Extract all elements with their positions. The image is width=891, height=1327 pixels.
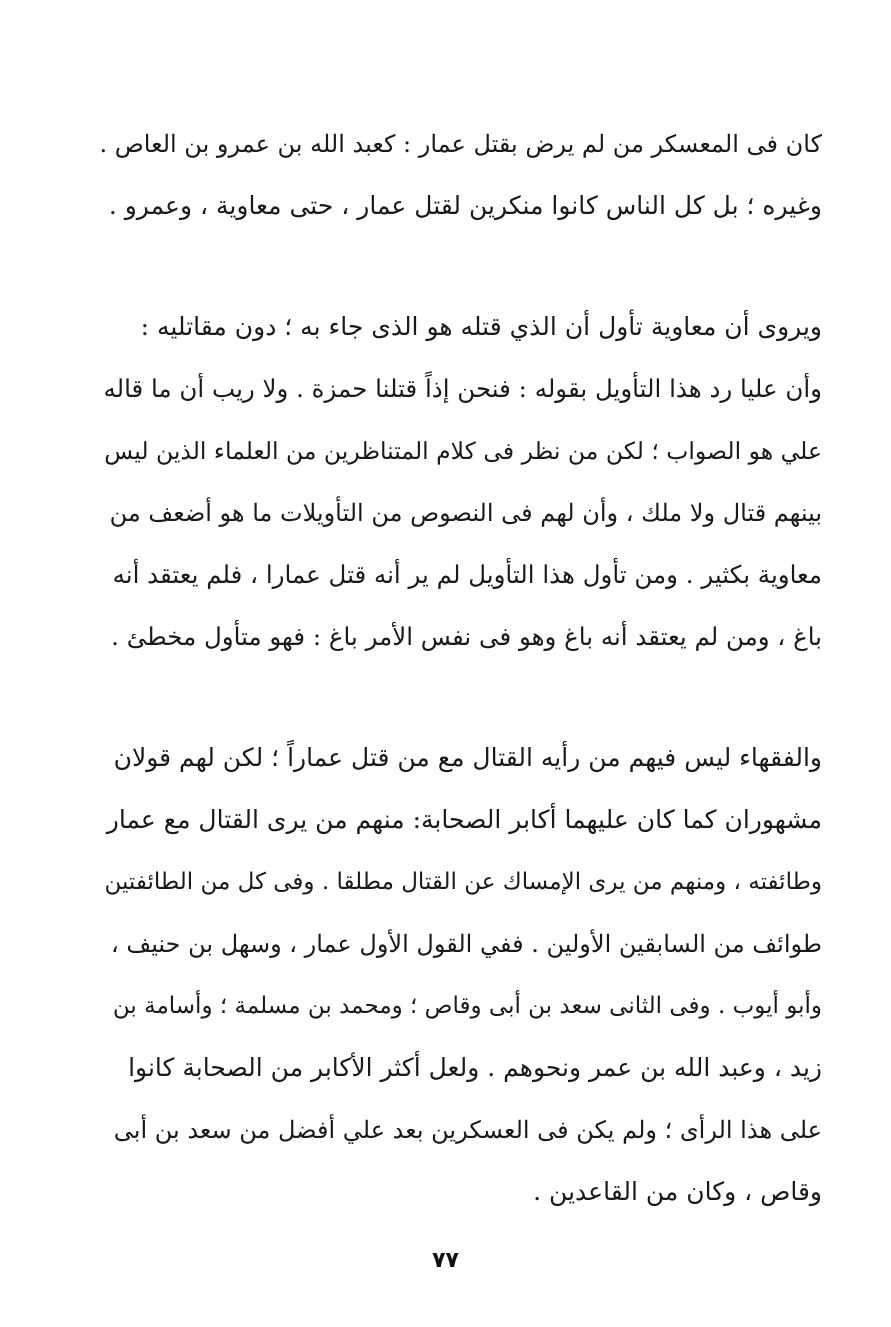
text-line: طوائف من السابقين الأولين . ففي القول الأول عمار ، وسهل بن حنيف ، (110, 930, 822, 958)
text-line: وأن عليا رد هذا التأويل بقوله : فنحن إذاً قتلنا حمزة . ولا ريب أن ما قاله (103, 374, 822, 403)
text-line: مشهوران كما كان عليهما أكابر الصحابة: منهم من يرى القتال مع عمار (106, 805, 822, 834)
text-line: معاوية بكثير . ومن تأول هذا التأويل لم ير أنه قتل عمارا ، فلم يعتقد أنه (112, 560, 822, 589)
text-line: وطائفته ، ومنهم من يرى الإمساك عن القتال مطلقا . وفى كل من الطائفتين (104, 869, 822, 895)
text-line: بينهم قتال ولا ملك ، وأن لهم فى النصوص من التأويلات ما هو أضعف من (109, 499, 822, 527)
text-line: كان فى المعسكر من لم يرض بقتل عمار : كعبد الله بن عمرو بن العاص . (100, 130, 822, 158)
text-line: على هذا الرأى ؛ ولم يكن فى العسكرين بعد علي أفضل من سعد بن أبى (113, 1116, 822, 1144)
text-line: والفقهاء ليس فيهم من رأيه القتال مع من قتل عماراً ؛ لكن لهم قولان (113, 743, 822, 772)
text-line: وغيره ؛ بل كل الناس كانوا منكرين لقتل عمار ، حتى معاوية ، وعمرو . (108, 191, 822, 220)
text-line: باغ ، ومن لم يعتقد أنه باغ وهو فى نفس الأمر باغ : فهو متأول مخطئ . (111, 622, 822, 651)
page-number: ٧٧ (432, 1248, 459, 1273)
text-line: علي هو الصواب ؛ لكن من نظر فى كلام المتناظرين من العلماء الذين ليس (104, 437, 822, 465)
text-line: وقاص ، وكان من القاعدين . (533, 1177, 822, 1206)
text-line: زيد ، وعبد الله بن عمر ونحوهم . ولعل أكثر الأكابر من الصحابة كانوا (128, 1053, 822, 1082)
text-line: ويروى أن معاوية تأول أن الذي قتله هو الذى جاء به ؛ دون مقاتليه : (140, 312, 822, 341)
text-line: وأبو أيوب . وفى الثانى سعد بن أبى وقاص ؛ ومحمد بن مسلمة ؛ وأسامة بن (112, 993, 822, 1019)
